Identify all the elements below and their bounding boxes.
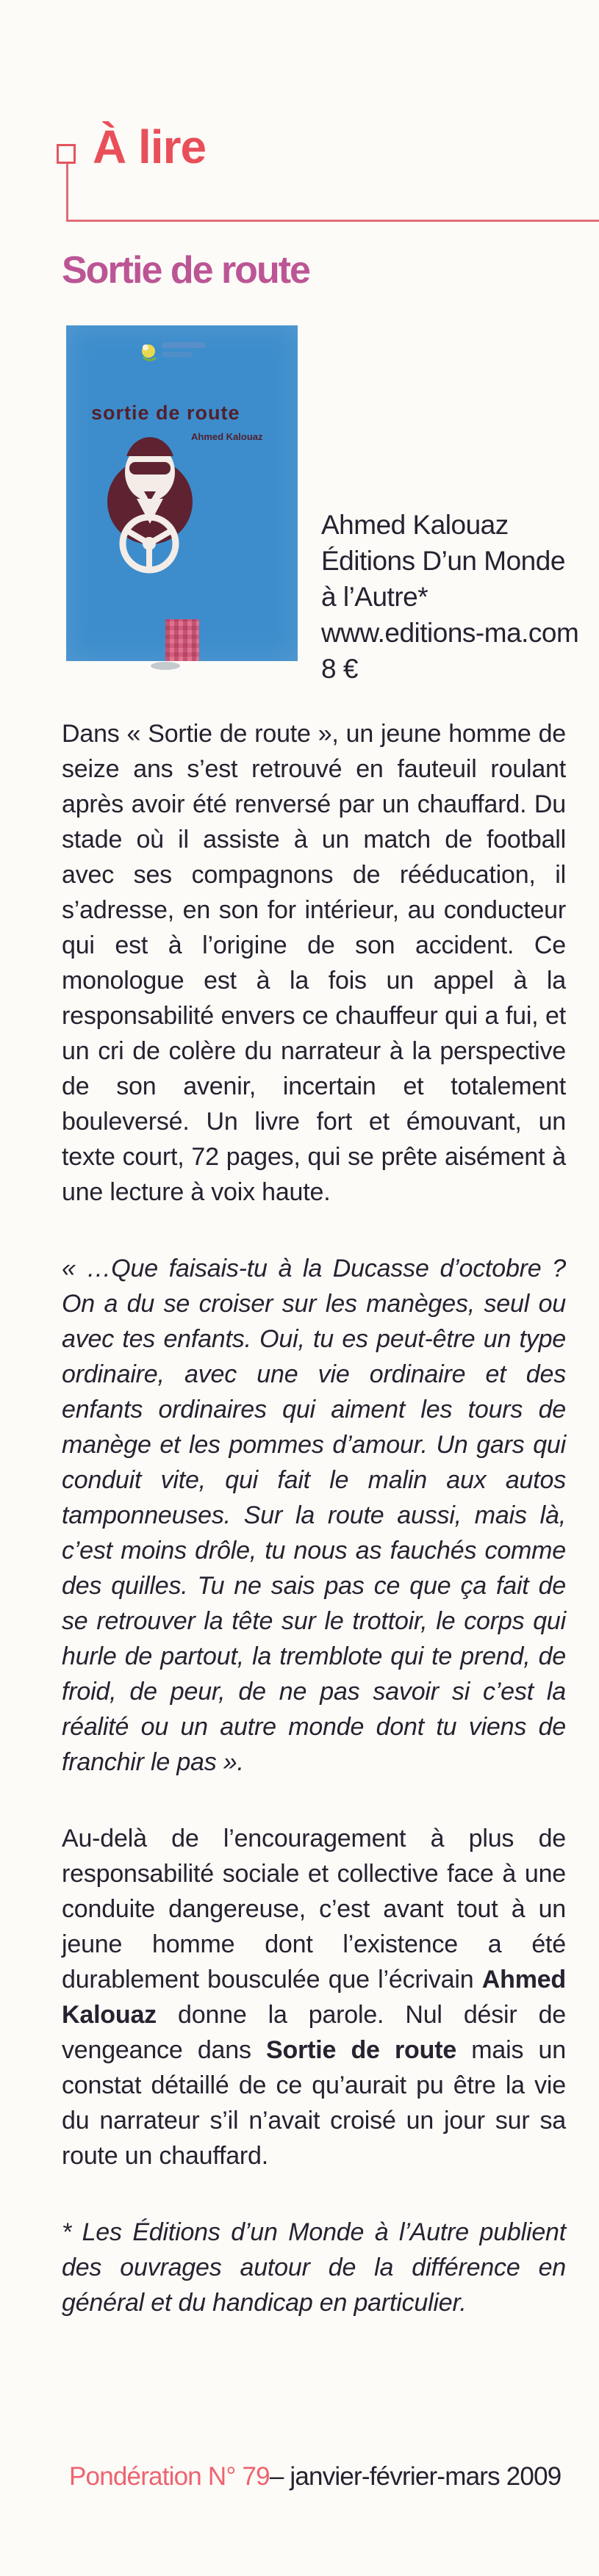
book-price: 8 € (321, 654, 358, 684)
book-cover-author: Ahmed Kalouaz (191, 431, 263, 442)
book-cover-title: sortie de route (91, 402, 240, 424)
text-segment: mais un constat détaillé de ce qu’aurait pu être la vie du narrateur s’il n’avait croisé un jour sur sa route un chauffard. (62, 2036, 566, 2170)
book-info (321, 507, 578, 687)
book-publisher-line1: Éditions D’un Monde (321, 546, 565, 576)
book-publisher-line2: à l’Autre* (321, 582, 428, 612)
article-title: Sortie de route (62, 249, 309, 292)
paragraph-summary: Dans « Sortie de route », un jeune homme de seize ans s’est retrouvé en fauteuil roulant après avoir été renversé par un chauffard. Du stade où il assiste à un match de football avec ses compagnons de rééducation, il s’adresse, en son for intérieur, au conducteur qui est à l’origine de son accident. Ce monologue est à la fois un appel à la responsabilité envers ce chauffeur qui a fui, et un cri de colère du narrateur à la perspective de son avenir, incertain et totalement bouleversé. Un livre fort et émouvant, un texte court, 72 pages, qui se prête aisément à une lecture à voix haute. (62, 720, 566, 1206)
section-title: À lire (93, 120, 207, 173)
text-segment: Au-delà de l’encouragement à plus de responsabilité sociale et collective face à une conduite dangereuse, c’est avant tout à un jeune homme dont l’existence a été durablement bousculée que l’écrivain (62, 1825, 566, 1994)
header-connector-line (66, 164, 68, 221)
book-title-bold: Sortie de route (266, 2036, 457, 2064)
page-footer (69, 2462, 561, 2492)
square-marker-icon (57, 144, 76, 164)
book-cover-image (66, 325, 298, 661)
paragraph-commentary (62, 1821, 566, 2173)
header-rule-line (66, 220, 599, 222)
author-name-bold: Ahmed Kalouaz (62, 1966, 566, 2029)
footer-date: – janvier-février-mars 2009 (269, 2462, 562, 2491)
driver-steering-wheel-icon (66, 325, 298, 661)
scan-smudge (151, 662, 180, 670)
book-website: www.editions-ma.com (321, 618, 579, 648)
paragraph-footnote: * Les Éditions d’un Monde à l’Autre publient des ouvrages autour de la différence en général et du handicap en particulier. (62, 2218, 566, 2317)
footer-issue: Pondération N° 79 (69, 2462, 270, 2491)
article-body (62, 716, 566, 2362)
book-author: Ahmed Kalouaz (321, 510, 509, 540)
text-segment: donne la parole. Nul désir de vengeance dans (62, 2001, 566, 2064)
paragraph-quote: « …Que faisais-tu à la Ducasse d’octobre ? On a du se croiser sur les manèges, seul ou avec tes enfants. Oui, tu es peut-être un type ordinaire, avec une vie ordinaire et des enfants ordinaires qui aiment les tours de manège et les pommes d’amour. Un gars qui conduit vite, qui fait le malin aux autos tamponneuses. Sur la route aussi, mais là, c’est moins drôle, tu nous as fauchés comme des quilles. Tu ne sais pas ce que ça fait de se retrouver la tête sur le trottoir, le corps qui hurle de partout, la tremblote qui te prend, de froid, de peur, de ne pas savoir si c’est la réalité ou un autre monde dont tu viens de franchir le pas ». (62, 1255, 566, 1776)
price-stamp-icon (165, 619, 199, 661)
